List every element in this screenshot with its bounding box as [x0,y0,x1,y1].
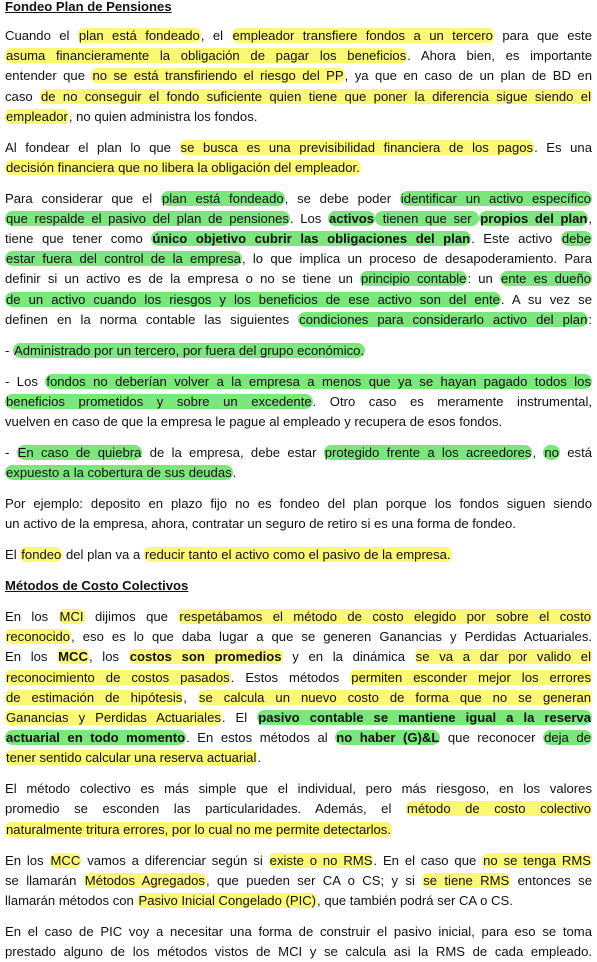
highlight-yellow: MCC [50,853,81,868]
paragraph-line [5,891,592,911]
highlight-green-bold: activos [328,211,375,226]
highlight-yellow: naturalmente tritura errores, por lo cual no me permite detectarlos. [6,822,391,837]
paragraph-line [5,748,592,768]
paragraph-line [5,688,592,708]
highlight-green: plan está fondeado [161,191,284,206]
paragraph-line [5,249,592,269]
highlight-green: fondos no deberían volver a la empresa a menos que ya se hayan pagado todos los [46,374,591,389]
paragraph-line [5,799,592,819]
text-run: , no quien administra los fondos. [68,109,258,124]
highlight-green: principio contable [361,271,467,286]
text-run: . [257,750,262,765]
list-item [5,341,592,361]
highlight-green: de un activo cuando los riesgos y los beneficios de ese activo son del ente [6,292,500,307]
text-run: del plan va a [62,547,144,562]
text-run: que reconocer [440,730,544,745]
paragraph-line [5,942,592,962]
paragraph-line [5,647,592,667]
heading-text: Métodos de Costo Colectivos [5,578,189,593]
highlight-yellow: Ganancias y Perdidas Actuariales [6,710,221,725]
text-run: Al fondear el plan lo que [5,140,180,155]
highlight-green: que respalde el pasivo del plan de pensiones [6,211,289,226]
text-run: . Los [289,211,328,226]
text-run: se llamarán [5,873,84,888]
text-run: . Ahora bien, es importante [407,48,592,63]
text-run: llamarán métodos con [5,893,138,908]
paragraph-line [5,392,592,412]
text-run: . El [221,710,258,725]
highlight-yellow: Métodos Agregados [84,873,205,888]
text-run: tiene que tener como [5,231,152,246]
paragraph-line [5,412,592,432]
text-run: Cuando el [5,28,78,43]
text-run: , se debe poder [284,191,400,206]
text-run: Por ejemplo: deposito en plazo fijo no es fondeo del plan porque los fondos siguen siendo [5,496,592,511]
text-run: , ya que en caso de un plan de BD en [344,68,592,83]
paragraph-line [5,871,592,891]
text-run: definen en la norma contable las siguientes [5,312,299,327]
text-run: El [5,547,21,562]
text-run: . A su vez se [500,292,592,307]
highlight-yellow: fondeo [21,547,62,562]
paragraph-line [5,26,592,46]
text-run: , lo que implica un proceso de desapoderamiento. Para [242,251,592,266]
text-run: prestado alguno de los métodos vistos de MCI y se calcula asi la RMS de cada empleado. [5,944,592,959]
highlight-yellow: reconocimiento de costos pasados [6,670,230,685]
text-run: promedio se esconden las particularidades. Además, el [5,801,406,816]
highlight-yellow: tener sentido calcular una reserva actuarial [6,750,257,765]
highlight-green: estar fuera del control de la empresa [6,251,241,266]
text-run: , [532,445,544,460]
text-run: . Es una [534,140,592,155]
highlight-green: ente es dueño [500,271,592,286]
paragraph-line [5,463,592,483]
text-run: - [5,445,17,460]
highlight-yellow: empleador transfiere fondos a un tercero [232,28,493,43]
heading-metodos [5,576,592,596]
text-run: En los [5,853,50,868]
text-run: . Este activo [471,231,561,246]
text-run: , [183,690,198,705]
highlight-green: deja de [544,730,591,745]
paragraph-line [5,627,592,647]
paragraph-line [5,158,592,178]
paragraph-line [5,851,592,871]
text-run: un activo de la empresa, ahora, contratar un seguro de retiro si es una forma de fondeo. [5,516,516,531]
highlight-yellow: método de costo colectivo [406,801,592,816]
text-run: . En el caso que [373,853,483,868]
highlight-green-bold: no haber (G)&L [336,730,440,745]
highlight-green: beneficios prometidos y sobre un excedente [6,394,312,409]
text-run: Para considerar que el [5,191,161,206]
paragraph-line [5,708,592,728]
text-run: En el caso de PIC voy a necesitar una forma de construir el pasivo inicial, para eso se toma [5,924,592,939]
highlight-yellow: de estimación de hipótesis [6,690,183,705]
highlight-green: debe [561,231,591,246]
heading-fondeo [5,0,592,17]
text-run: de la empresa, debe estar [142,445,324,460]
highlight-yellow: permiten esconder mejor los errores [351,670,592,685]
paragraph-line [5,494,592,514]
highlight-yellow: plan está fondeado [78,28,200,43]
text-run: . Estos métodos [230,670,351,685]
paragraph-line [5,229,592,249]
text-run: , que también podrá ser CA o CS. [317,893,513,908]
text-run: - Los [5,374,46,389]
paragraph-line [5,189,592,209]
text-run: entender que [5,68,92,83]
paragraph-line [5,66,592,86]
highlight-green: expuesto a la cobertura de sus deudas [6,465,232,480]
paragraph-line [5,310,592,330]
text-run: vamos a diferenciar según si [81,853,269,868]
highlight-yellow: se va a dar por valido el [415,649,591,664]
paragraph-line [5,607,592,627]
text-run: . Otro caso es meramente instrumental, [312,394,592,409]
text-run: : un [467,271,500,286]
highlight-green: protegido frente a los acreedores [324,445,532,460]
list-item [5,372,592,392]
text-run: definir si un activo es de la empresa o no se tiene un [5,271,361,286]
highlight-yellow: no se tenga RMS [483,853,592,868]
highlight-yellow: decisión financiera que no libera la obligación del empleador. [6,160,360,175]
text-run: vuelven en caso de que la empresa le pague al empleado y recupera de esos fondos. [5,414,503,429]
text-run: - [5,343,13,358]
highlight-yellow: se busca es una previsibilidad financiera de los pagos [180,140,534,155]
highlight-green: tienen que ser [376,211,479,226]
highlight-green-bold: único objetivo cubrir las obligaciones del plan [152,231,471,246]
text-run: , [588,211,593,226]
highlight-yellow: reconocido [6,629,71,644]
paragraph-line [5,922,592,942]
paragraph-line [5,514,592,534]
highlight-yellow: MCI [59,609,84,624]
paragraph-line [5,107,592,127]
text-run: dijimos que [84,609,179,624]
text-run: está [559,445,593,460]
text-run: . En estos métodos al [186,730,336,745]
text-run: , los [88,649,129,664]
highlight-yellow-bold: MCC [58,649,88,664]
highlight-green: En caso de quiebra [17,445,142,460]
highlight-yellow: se tiene RMS [423,873,510,888]
paragraph-line [5,545,592,565]
highlight-green-bold: actuarial en todo momento [6,730,186,745]
highlight-yellow: reducir tanto el activo como el pasivo de la empresa. [144,547,451,562]
highlight-yellow: se calcula un nuevo costo de forma que no se generan [198,690,592,705]
text-run: : [588,312,592,327]
paragraph-line [5,779,592,799]
text-run: En los [5,609,59,624]
text-run: entonces se [510,873,592,888]
text-run: , eso es lo que daba lugar a que se generen Ganancias y Perdidas Actuariales. [71,629,592,644]
paragraph-line [5,290,592,310]
list-item [5,443,592,463]
text-run: , el [200,28,232,43]
highlight-green: no [544,445,559,460]
highlight-yellow: respetábamos el método de costo elegido por sobre el costo [179,609,591,624]
highlight-yellow: existe o no RMS [269,853,373,868]
paragraph-line [5,269,592,289]
highlight-green: Administrado por un tercero, por fuera del grupo económico. [14,343,365,358]
highlight-yellow: no se está transfiriendo el riesgo del PP [92,68,344,83]
highlight-yellow: empleador [6,109,68,124]
paragraph-line [5,46,592,66]
highlight-yellow-bold: costos son promedios [129,649,282,664]
highlight-yellow: asuma financieramente la obligación de pagar los beneficios [6,48,407,63]
paragraph-line [5,87,592,107]
text-run: . [232,465,237,480]
highlight-green: condiciones para considerarlo activo del plan [299,312,588,327]
text-run: , que pueden ser CA o CS; y si [205,873,423,888]
highlight-green-bold: pasivo contable se mantiene igual a la reserva [258,710,591,725]
text-run: y en la dinámica [282,649,415,664]
highlight-green-bold: propios del plan [480,211,588,226]
paragraph-line [5,728,592,748]
paragraph-line [5,209,592,229]
paragraph-line [5,820,592,840]
highlight-yellow: Pasivo Inicial Congelado (PIC) [138,893,317,908]
paragraph-line [5,668,592,688]
text-run: El método colectivo es más simple que el individual, pero más riesgoso, en los valores [5,781,592,796]
highlight-yellow: de no conseguir el fondo suficiente quien tiene que poner la diferencia sigue siendo el [41,89,591,104]
highlight-green: identificar un activo específico [400,191,591,206]
paragraph-line [5,138,592,158]
text-run: para que este [493,28,592,43]
heading-text: Fondeo Plan de Pensiones [5,0,172,14]
text-run: En los [5,649,58,664]
text-run: caso [5,89,41,104]
